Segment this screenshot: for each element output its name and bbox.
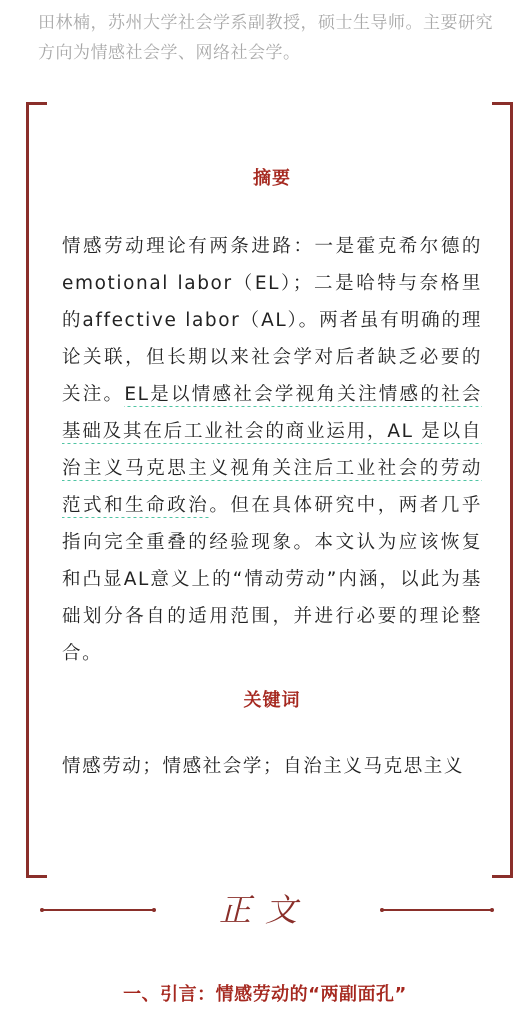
- section-heading: 一、引言：情感劳动的“两副面孔”: [123, 984, 407, 1005]
- abstract-text: [62, 228, 482, 672]
- keywords-text: 情感劳动；情感社会学；自治主义马克思主义: [62, 756, 465, 777]
- keywords-title: 关键词: [243, 690, 301, 711]
- divider-line-left: [42, 909, 154, 911]
- abstract-box-left-bracket: [26, 102, 47, 878]
- abstract-text-part-1: 情感劳动理论有两条进路：一是霍克希尔德的 emotional labor（EL）；二是哈特与奈格里的affective labor（AL）。两者虽有明确的理论关联，但长期以来社会学对后者缺乏必要的关注。: [62, 236, 482, 405]
- divider-line-right: [382, 909, 492, 911]
- abstract-highlighted-text[interactable]: EL是以情感社会学视角关注情感的社会基础及其在后工业社会的商业运用，AL 是以自治主义马克思主义视角关注后工业社会的劳动范式和生命政治: [62, 384, 482, 516]
- author-bio: 田林楠，苏州大学社会学系副教授，硕士生导师。主要研究方向为情感社会学、网络社会学。: [38, 13, 493, 63]
- main-text-divider: [0, 888, 530, 932]
- divider-label: 正文: [218, 891, 311, 929]
- abstract-title: 摘要: [253, 168, 291, 189]
- abstract-text-part-2: 。但在具体研究中，两者几乎指向完全重叠的经验现象。本文认为应该恢复和凸显AL意义上的“情动劳动”内涵，以此为基础划分各自的适用范围，并进行必要的理论整合。: [62, 495, 482, 664]
- abstract-box-right-bracket: [492, 102, 513, 878]
